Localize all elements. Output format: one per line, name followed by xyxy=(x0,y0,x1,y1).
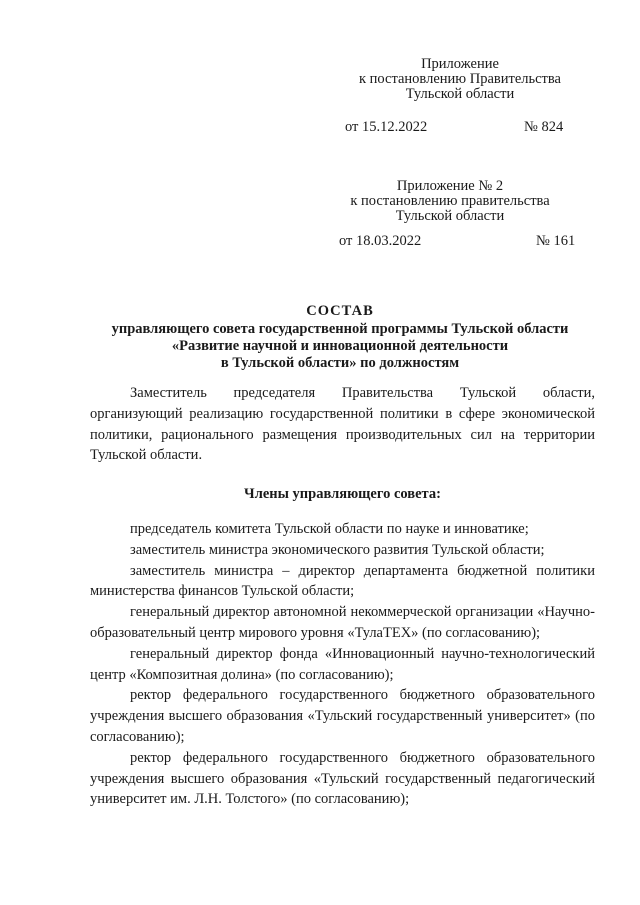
appendix-1-number: № 824 xyxy=(524,119,564,135)
deputy-chair-text: Заместитель председателя Правительства Тульской области, организующий реализацию государственной политики в сфере экономической политики, рационального размещения производительных сил на территории Тульской области. xyxy=(90,385,595,464)
document-title: СОСТАВ xyxy=(306,303,374,319)
appendix-line: Приложение xyxy=(421,56,499,72)
appendix-line: к постановлению Правительства xyxy=(359,71,561,87)
list-item: заместитель министра – директор департамента бюджетной политики министерства финансов Тульской области; xyxy=(90,562,595,600)
list-item: председатель комитета Тульской области по науке и инноватике; xyxy=(130,521,529,537)
appendix-line: Приложение № 2 xyxy=(396,178,504,194)
appendix-line: Тульской области xyxy=(395,208,505,224)
list-item: ректор федерального государственного бюджетного образовательного учреждения высшего образования «Тульский государственный педагогический университет им. Л.Н. Толстого» (по согласованию); xyxy=(90,749,595,808)
members-heading: Члены управляющего совета: xyxy=(244,486,441,502)
appendix-1-date: от 15.12.2022 xyxy=(345,119,428,135)
appendix-header-2 xyxy=(320,179,580,224)
members-list xyxy=(90,519,595,810)
list-item: генеральный директор фонда «Инновационный научно-технологический центр «Композитная долина» (по согласованию); xyxy=(90,645,595,683)
list-item: заместитель министра экономического развития Тульской области; xyxy=(130,541,545,558)
document-subtitle xyxy=(80,321,600,372)
subtitle-line: управляющего совета государственной программы Тульской области xyxy=(111,321,569,337)
subtitle-line: «Развитие научной и инновационной деятельности xyxy=(171,338,509,354)
list-item: ректор федерального государственного бюджетного образовательного учреждения высшего образования «Тульский государственный университет» (по согласованию); xyxy=(90,687,595,745)
appendix-2-date: от 18.03.2022 xyxy=(339,233,422,249)
appendix-header-1 xyxy=(330,57,590,102)
appendix-2-number: № 161 xyxy=(536,233,576,249)
deputy-chair-paragraph xyxy=(90,383,595,466)
list-item: генеральный директор автономной некоммерческой организации «Научно-образовательный центр мирового уровня «ТулаТЕХ» (по согласованию); xyxy=(90,604,595,641)
appendix-line: Тульской области xyxy=(405,86,515,102)
subtitle-line: в Тульской области» по должностям xyxy=(220,355,460,371)
appendix-line: к постановлению правительства xyxy=(350,193,550,209)
